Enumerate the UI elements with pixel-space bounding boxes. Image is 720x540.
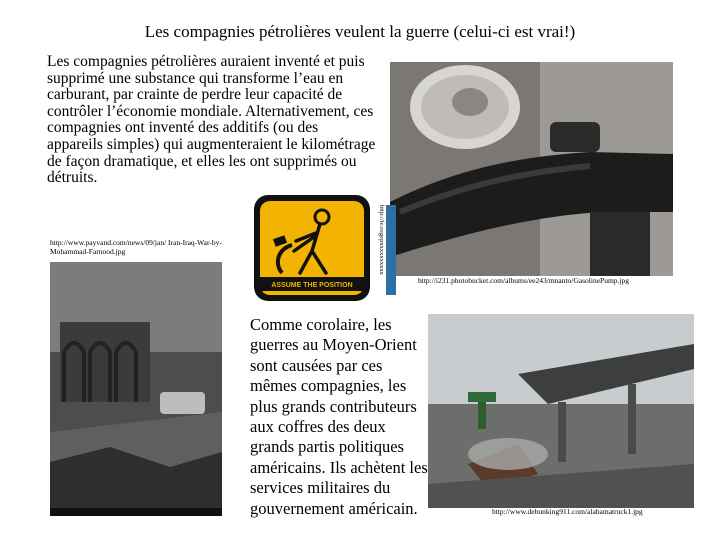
war-ruins-photo: [50, 262, 222, 516]
caption-pump-source[interactable]: http://i231.photobucket.com/albums/ee243/mnanto/GasolinePump.jpg: [418, 276, 630, 285]
caption-war-source[interactable]: http://www.payvand.com/news/09/jan/ Iran-Iraq-War-by-Mohammad-Farnood.jpg: [50, 238, 222, 256]
collapsed-bridge-photo: [428, 314, 694, 508]
paragraph-conspiracy-fuel: Les compagnies pétrolières auraient inventé et puis supprimé une substance qui transforme l’eau en carburant, par crainte de perdre leur capacité de contrôler l’économie mondiale. Alternativement, ces compagnies ont inventé des additifs (ou des appareils simples) qui augmenteraient le kilométrage de façon dramatique, et elles les ont supprimés ou détruits.: [47, 53, 376, 187]
page-title: Les compagnies pétrolières veulent la guerre (celui-ci est vrai!): [144, 22, 576, 41]
paragraph-middle-east-wars: Comme corolaire, les guerres au Moyen-Orient sont causées par ces mêmes compagnies, les plus grands contributeurs aux coffres des deux grands partis politiques américains. Ils achètent les services militaires du gouvernement américain.: [250, 315, 428, 518]
caption-sign-source[interactable]: http://fe.cegepxxxxxxxxxx: [378, 205, 385, 275]
gas-pump-photo: [390, 62, 673, 276]
sign-text: ASSUME THE POSITION: [271, 282, 353, 289]
assume-position-sign: [252, 193, 372, 303]
caption-bridge-source[interactable]: http://www.debunking911.com/alabamatruck1.jpg: [492, 507, 643, 516]
